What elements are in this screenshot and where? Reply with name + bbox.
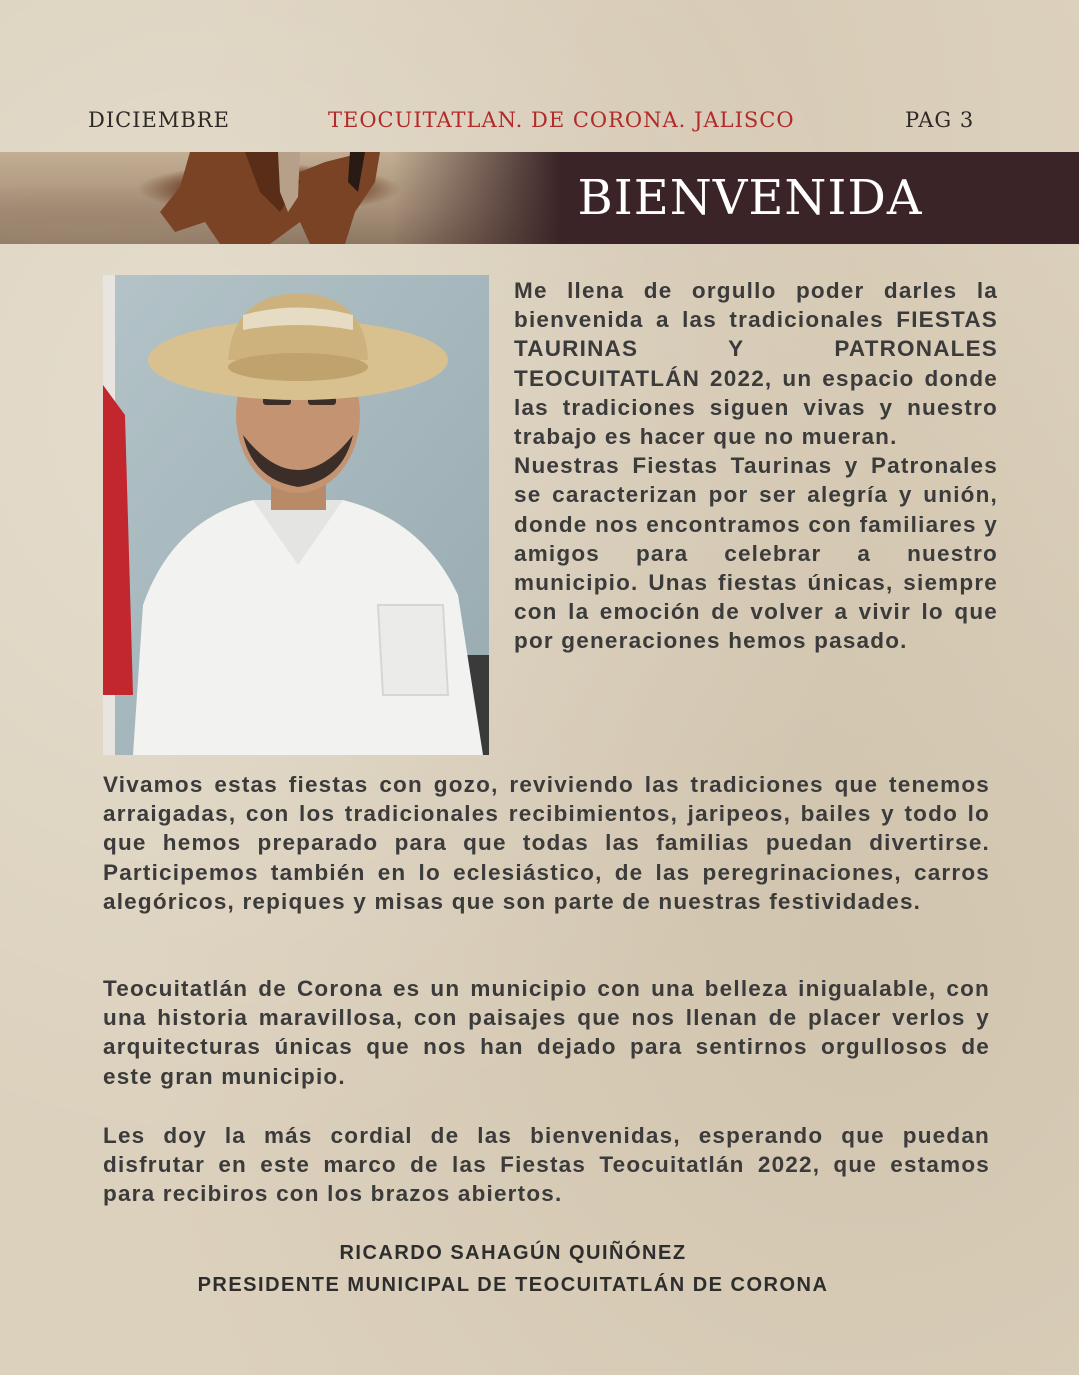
header-page-number: PAG 3 xyxy=(905,108,975,132)
signature-title: PRESIDENTE MUNICIPAL DE TEOCUITATLÁN DE CORONA xyxy=(197,1274,829,1296)
page-header xyxy=(0,108,1079,138)
header-location: TEOCUITATLAN. DE CORONA. JALISCO xyxy=(328,108,795,132)
paragraph-celebrate: Vivamos estas fiestas con gozo, reviviendo las tradiciones que tenemos arraigadas, con los tradicionales recibimientos, jaripeos, bailes y todo lo que hemos preparado para que todas las familias puedan divertirse. Participemos también en lo eclesiástico, de las peregrinaciones, carros alegóricos, repiques y misas que son parte de nuestras festividades. xyxy=(103,772,990,914)
title-banner xyxy=(0,152,1079,244)
signature-name: RICARDO SAHAGÚN QUIÑÓNEZ xyxy=(339,1242,687,1264)
horse-rider-illustration xyxy=(150,152,390,244)
banner-title: BIENVENIDA xyxy=(577,170,923,226)
portrait-illustration xyxy=(103,275,489,755)
intro-column xyxy=(514,276,998,656)
banner-rodeo-image xyxy=(0,152,560,244)
paragraph-municipality: Teocuitatlán de Corona es un municipio con una belleza inigualable, con una historia maravillosa, con paisajes que nos llenan de placer verlos y arquitecturas únicas que nos han dejado para sentirnos orgullosos de este gran municipio. xyxy=(103,976,990,1089)
mayor-portrait xyxy=(103,275,489,755)
header-month: DICIEMBRE xyxy=(88,108,230,132)
paragraph-intro: Me llena de orgullo poder darles la bienvenida a las tradicionales FIESTAS TAURINAS Y PATRONALES TEOCUITATLÁN 2022, un espacio donde las tradiciones siguen vivas y nuestro trabajo es hacer que no mueran. xyxy=(514,278,998,450)
paragraph-fiestas: Nuestras Fiestas Taurinas y Patronales se caracterizan por ser alegría y unión, donde nos encontramos con familiares y amigos para celebrar a nuestro municipio. Unas fiestas únicas, siempre con la emoción de volver a vivir lo que por generaciones hemos pasado. xyxy=(514,453,998,654)
paragraph-welcome: Les doy la más cordial de las bienvenidas, esperando que puedan disfrutar en este marco de las Fiestas Teocuitatlán 2022, que estamos para recibiros con los brazos abiertos. xyxy=(103,1123,990,1207)
